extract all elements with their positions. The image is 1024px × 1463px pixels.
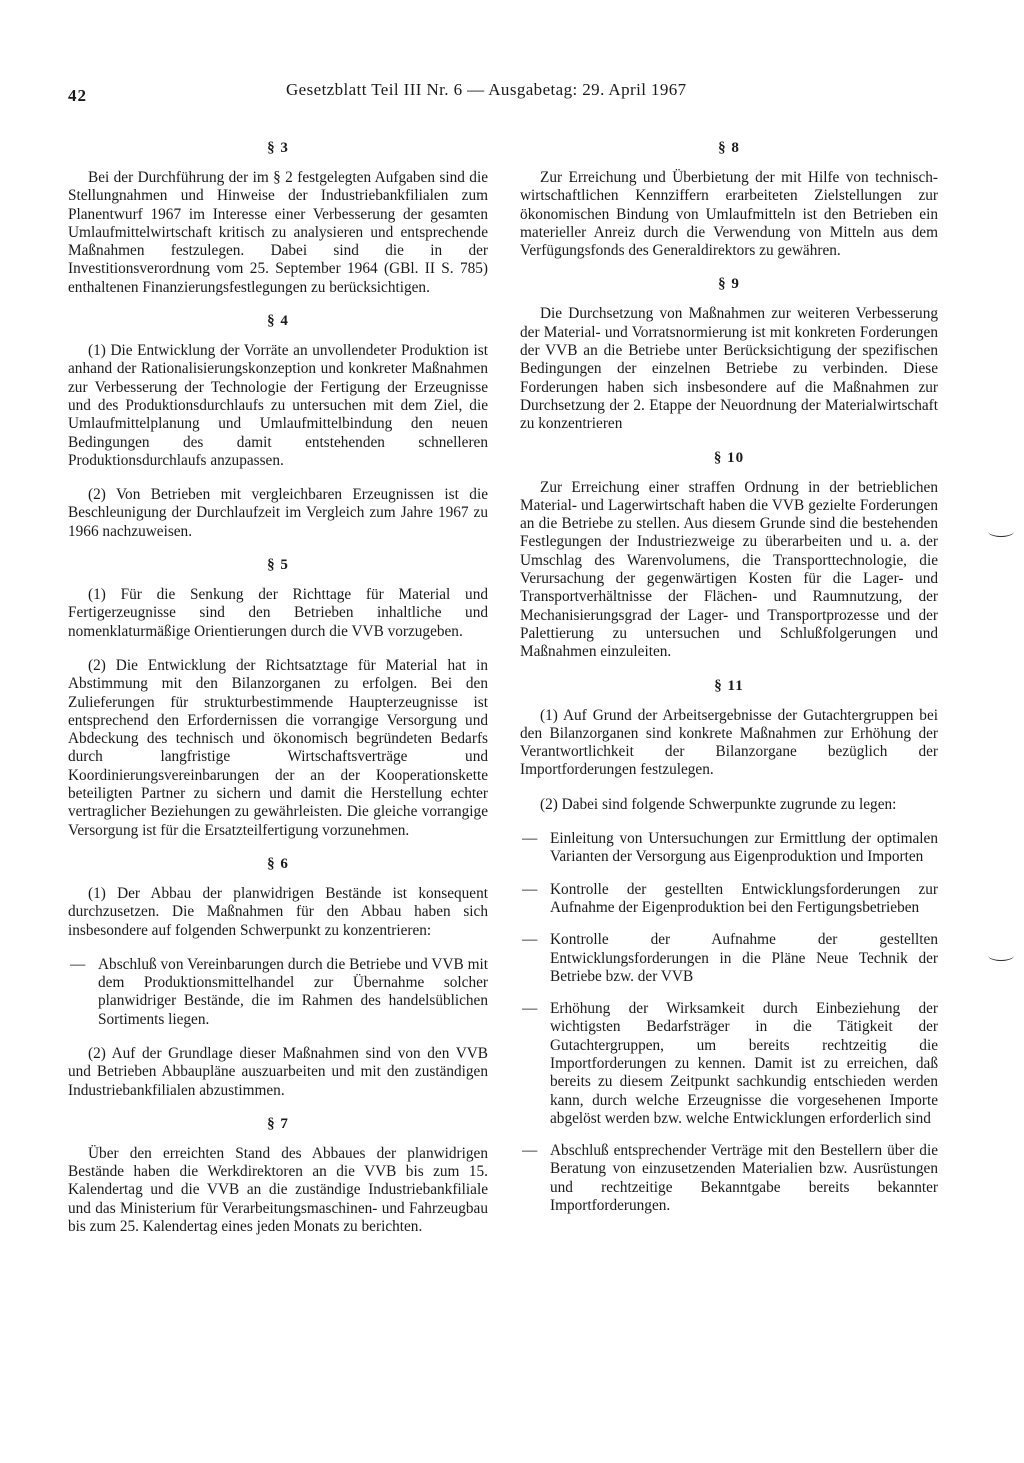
paragraph: (2) Auf der Grundlage dieser Maßnahmen sind von den VVB und Betrieben Abbaupläne auszuarbeiten und mit den zuständigen Industriebankfilialen abzustimmen.: [68, 1044, 488, 1099]
list-item: [68, 956, 488, 1029]
section-heading: § 5: [267, 557, 289, 574]
page-number: 42: [68, 86, 87, 105]
list-item: [520, 1000, 938, 1128]
list-item: [520, 830, 938, 867]
list-item: [520, 931, 938, 986]
list-item-text: Einleitung von Untersuchungen zur Ermittlung der optimalen Varianten der Versorgung aus Eigenproduktion und Importen: [550, 830, 938, 866]
paragraph: Die Durchsetzung von Maßnahmen zur weiteren Verbesserung der Material- und Vorratsnormierung ist mit konkreten Forderungen der VVB an die Betriebe unter Berücksichtigung der spezifischen Bedingungen der einzelnen Betriebe zu verbinden. Diese Forderungen haben sich insbesondere auf die Maßnahmen zur Durchsetzung der 2. Etappe der Neuordnung der Materialwirtschaft zu konzentrieren: [520, 305, 938, 433]
page-header-title: Gesetzblatt Teil III Nr. 6 — Ausgabetag: 29. April 1967: [286, 80, 687, 99]
section-heading: § 10: [713, 449, 745, 466]
dash-marker: —: [522, 1000, 538, 1018]
section-heading: § 9: [718, 276, 740, 293]
paragraph: (1) Die Entwicklung der Vorräte an unvollendeter Produktion ist anhand der Rationalisierungskonzeption und konkreter Maßnahmen zur Verbesserung der Technologie der Fertigung der Erzeugnisse und des Produktionsdurchlaufs zu untersuchen mit dem Ziel, die Umlaufmittelplanung und Umlaufmittelbindung den neuen Bedingungen des damit entstehenden schnelleren Produktionsdurchlaufs anzupassen.: [68, 342, 488, 469]
section-heading: § 4: [267, 313, 289, 330]
dash-marker: —: [522, 1142, 538, 1160]
paragraph: (1) Der Abbau der planwidrigen Bestände ist konsequent durchzusetzen. Die Maßnahmen für den Abbau haben sich insbesondere auf folgenden Schwerpunkt zu konzentrieren:: [68, 884, 488, 939]
section-heading: § 11: [714, 677, 744, 694]
dash-marker: —: [522, 931, 538, 949]
paragraph: (1) Für die Senkung der Richttage für Material und Fertigerzeugnisse sind den Betrieben inhaltliche und nomenklaturmäßige Orientierungen durch die VVB vorzugeben.: [68, 586, 488, 640]
dash-marker: —: [70, 955, 86, 973]
dash-list: [68, 956, 488, 1029]
list-item-text: Erhöhung der Wirksamkeit durch Einbeziehung der wichtigsten Bedarfsträger in die Tätigkeit der Gutachtergruppen, um bereits rechtzeitig die Importforderungen zu kennen. Damit ist zu erreichen, daß bereits zu diesem Zeitpunkt sachkundig entschieden werden kann, durch welche Erzeugnisse die vorgesehenen Importe abgelöst werden bzw. welche Entwicklungen erforderlich sind: [550, 1000, 938, 1127]
dash-marker: —: [522, 830, 538, 848]
list-item: [520, 1142, 938, 1215]
paragraph: (2) Die Entwicklung der Richtsatztage für Material hat in Abstimmung mit den Bilanzorganen zu erfolgen. Bei den Zulieferungen für strukturbestimmende Haupterzeugnisse ist entsprechend den Erfordernissen die vorrangige Versorgung und Abdeckung des technisch und ökonomisch begründeten Bedarfs durch langfristige Wirtschaftsverträge und Koordinierungsvereinbarungen der an der Kooperationskette beteiligten Partner zu sichern und damit die Herstellung echter vertraglicher Beziehungen zu gewährleisten. Die gleiche vorrangige Versorgung ist für die Ersatzteilfertigung vorzunehmen.: [68, 656, 488, 839]
paragraph: Über den erreichten Stand des Abbaues der planwidrigen Bestände haben die Werkdirektoren an die VVB bis zum 15. Kalendertag und die VVB an die zuständige Industriebankfiliale und das Ministerium für Verarbeitungsmaschinen- und Fahrzeugbau bis zum 25. Kalendertag eines jeden Monats zu berichten.: [68, 1144, 488, 1236]
section-heading: § 3: [267, 140, 289, 156]
list-item-text: Kontrolle der Aufnahme der gestellten Entwicklungsforderungen in die Pläne Neue Technik der Betriebe bzw. der VVB: [550, 931, 938, 985]
dash-marker: —: [522, 880, 538, 898]
paragraph: Zur Erreichung einer straffen Ordnung in der betrieblichen Material- und Lagerwirtschaft haben die VVB gezielte Forderungen an die Betriebe zu stellen. Aus diesem Grunde sind die bestehenden Festlegungen der Industriezweige zu überarbeiten und u. a. der Umschlag des Warenvolumens, die Transporttechnologie, die Verursachung der gegenwärtigen Kosten für die Lager- und Transportverhältnisse der Flächen- und Raumnutzung, der Mechanisierungsgrad der Lager- und Transportprozesse und der Palettierung zu untersuchen und Schlußfolgerungen und Maßnahmen einzuleiten.: [520, 478, 938, 661]
left-column: [68, 140, 488, 1252]
paragraph: (1) Auf Grund der Arbeitsergebnisse der Gutachtergruppen bei den Bilanzorganen sind konkrete Maßnahmen zur Erhöhung der Verantwortlichkeit der Bilanzorgane bezüglich der Importforderungen festzulegen.: [520, 706, 938, 779]
dash-list: [520, 830, 938, 1215]
margin-mark: [988, 526, 1014, 537]
margin-mark: [988, 950, 1014, 961]
list-item: [520, 881, 938, 918]
paragraph: (2) Von Betrieben mit vergleichbaren Erzeugnissen ist die Beschleunigung der Durchlaufzeit im Vergleich zum Jahre 1967 zu 1966 nachzuweisen.: [68, 486, 488, 540]
list-item-text: Abschluß von Vereinbarungen durch die Betriebe und VVB mit dem Produktionsmittelhandel zur Übernahme solcher planwidriger Bestände, die im Rahmen des handelsüblichen Sortiments liegen.: [98, 955, 488, 1028]
paragraph: Zur Erreichung und Überbietung der mit Hilfe von technisch-wirtschaftlichen Kennziffern erarbeiteten Zielstellungen zur ökonomischen Bindung von Umlaufmitteln ist den Betrieben ein materieller Anreiz durch die Verwendung von Mitteln aus dem Verfügungsfonds des Generaldirektors zu gewähren.: [520, 169, 938, 260]
right-column: [520, 140, 938, 1231]
section-heading: § 6: [267, 855, 289, 872]
paragraph: Bei der Durchführung der im § 2 festgelegten Aufgaben sind die Stellungnahmen und Hinweise der Industriebankfilialen zum Planentwurf 1967 im Interesse einer Verbesserung der gesamten Umlaufmittelwirtschaft kritisch zu analysieren und entsprechende Maßnahmen festzulegen. Dabei sind die in der Investitionsverordnung vom 25. September 1964 (GBl. II S. 785) enthaltenen Finanzierungsfestlegungen zu berücksichtigen.: [68, 169, 488, 296]
section-heading: § 7: [267, 1115, 289, 1132]
list-item-text: Abschluß entsprechender Verträge mit den Bestellern über die Beratung von einzusetzenden Materialien bzw. Ausrüstungen und rechtzeitige Bekanntgabe bereits bekannter Importforderungen.: [550, 1142, 938, 1215]
section-heading: § 8: [718, 140, 740, 156]
paragraph: (2) Dabei sind folgende Schwerpunkte zugrunde zu legen:: [540, 795, 897, 813]
list-item-text: Kontrolle der gestellten Entwicklungsforderungen zur Aufnahme der Eigenproduktion bei den Fertigungsbetrieben: [550, 880, 938, 916]
